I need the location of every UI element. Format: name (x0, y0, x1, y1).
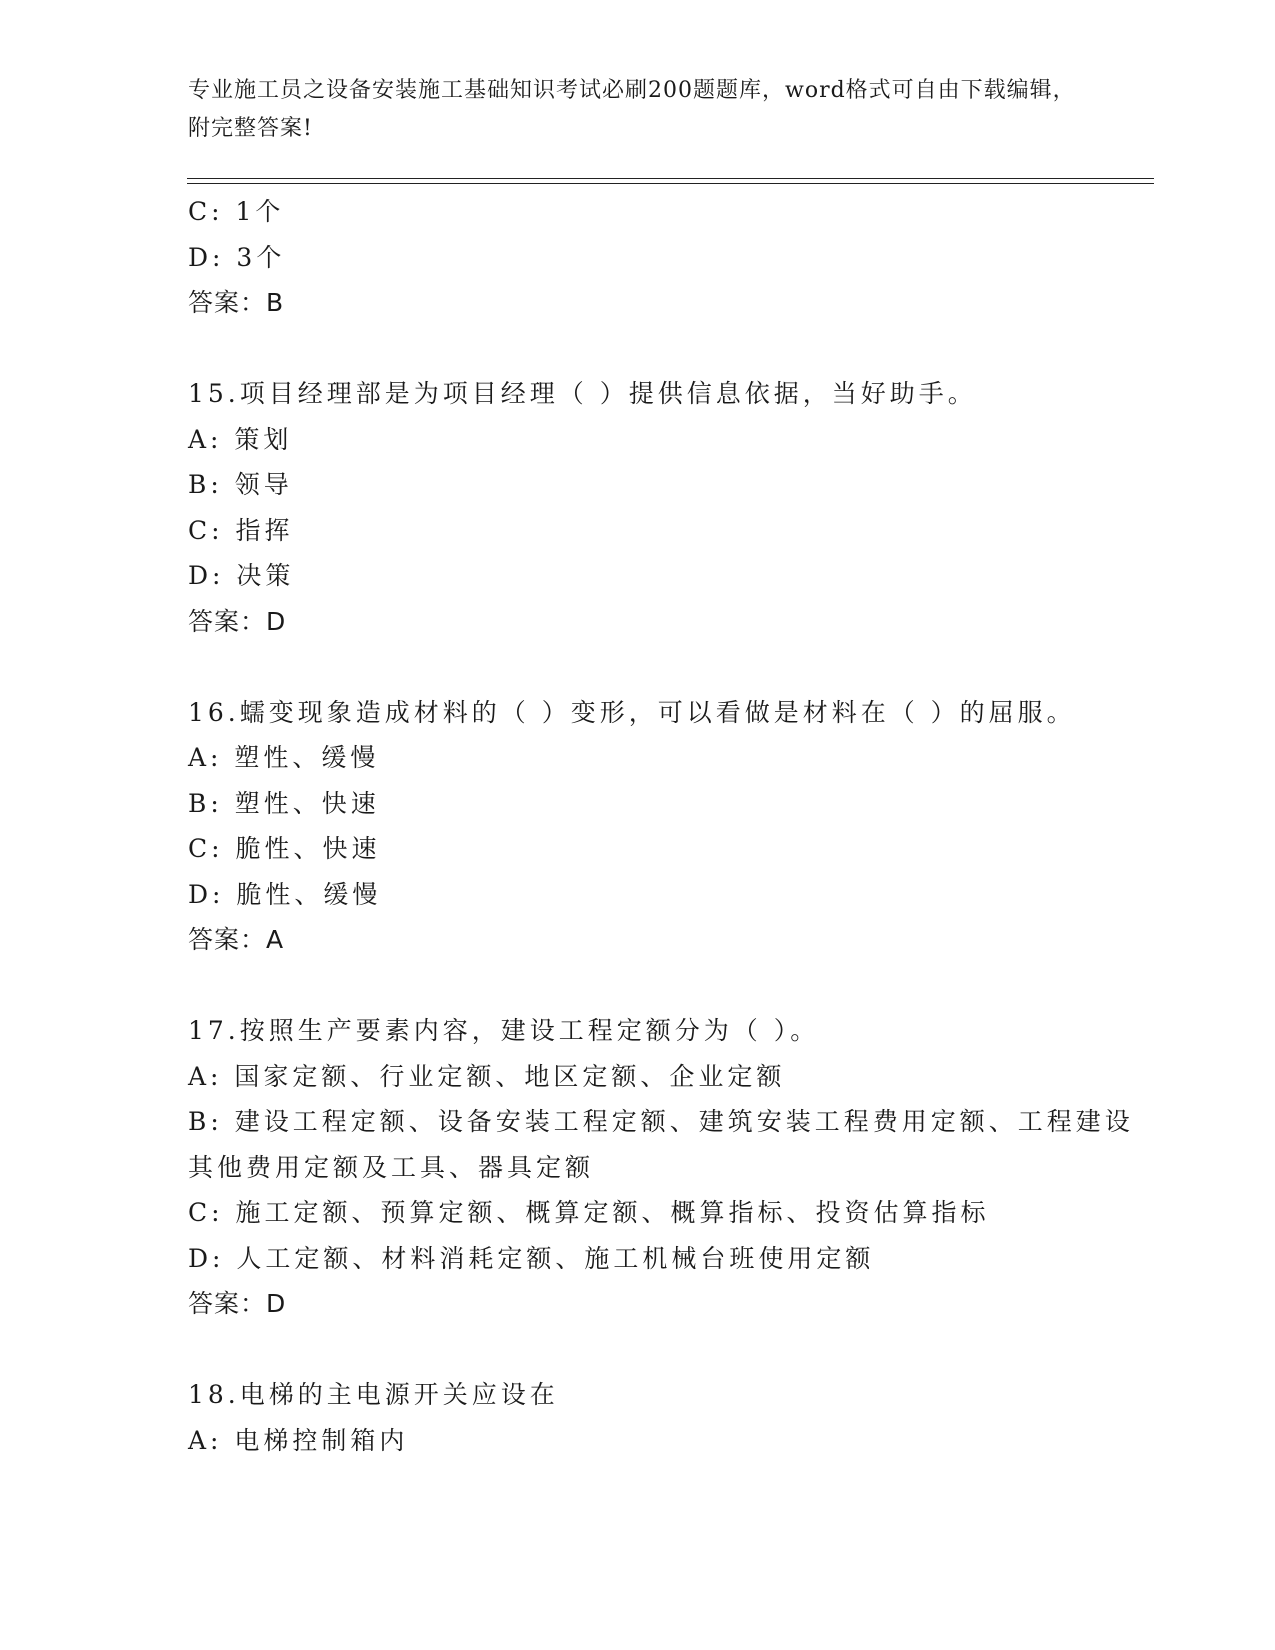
question-17-option-d: D: 人工定额、材料消耗定额、施工机械台班使用定额 (188, 1243, 875, 1273)
question-17-option-a: A: 国家定额、行业定额、地区定额、企业定额 (188, 1061, 786, 1091)
question-15-option-d: D: 决策 (188, 561, 295, 590)
question-18-option-a: A: 电梯控制箱内 (188, 1425, 409, 1455)
question-16-option-b: B: 塑性、快速 (188, 788, 380, 818)
question-17-option-b: B: 建设工程定额、设备安装工程定额、建筑安装工程费用定额、工程建设其他费用定额及工具、器具定额 (188, 1107, 1134, 1182)
answer-16: 答案：A (188, 925, 285, 954)
option-d: D: 3个 (188, 242, 286, 272)
spacer (188, 644, 1148, 690)
answer-15: 答案：D (188, 606, 287, 636)
question-15-option-c: C: 指挥 (188, 515, 294, 545)
answer-14: 答案：B (188, 288, 285, 317)
question-16: 16.蠕变现象造成材料的（ ）变形，可以看做是材料在（ ）的屈服。 (188, 697, 1076, 727)
question-18: 18.电梯的主电源开关应设在 (188, 1380, 559, 1409)
question-16-option-c: C: 脆性、快速 (188, 834, 381, 863)
question-15-option-a: A: 策划 (188, 424, 293, 454)
question-15: 15.项目经理部是为项目经理（ ）提供信息依据，当好助手。 (188, 379, 977, 408)
question-17-option-c: C: 施工定额、预算定额、概算定额、概算指标、投资估算指标 (188, 1198, 990, 1227)
spacer (188, 326, 1148, 372)
header-text: 专业施工员之设备安装施工基础知识考试必刷200题题库，word格式可自由下载编辑，附完整答案! (188, 78, 1076, 141)
question-15-option-b: B: 领导 (188, 470, 293, 499)
question-16-option-a: A: 塑性、缓慢 (188, 743, 380, 772)
answer-17: 答案：D (188, 1289, 287, 1318)
question-16-option-d: D: 脆性、缓慢 (188, 879, 382, 909)
spacer (188, 1327, 1148, 1373)
document-header (188, 72, 1088, 148)
header-rule-top (187, 178, 1154, 179)
header-rule-bottom (187, 183, 1154, 184)
document-body (188, 189, 1148, 1463)
option-c: C: 1个 (188, 197, 285, 226)
spacer (188, 963, 1148, 1009)
question-17: 17.按照生产要素内容，建设工程定额分为（ ）。 (188, 1016, 820, 1045)
